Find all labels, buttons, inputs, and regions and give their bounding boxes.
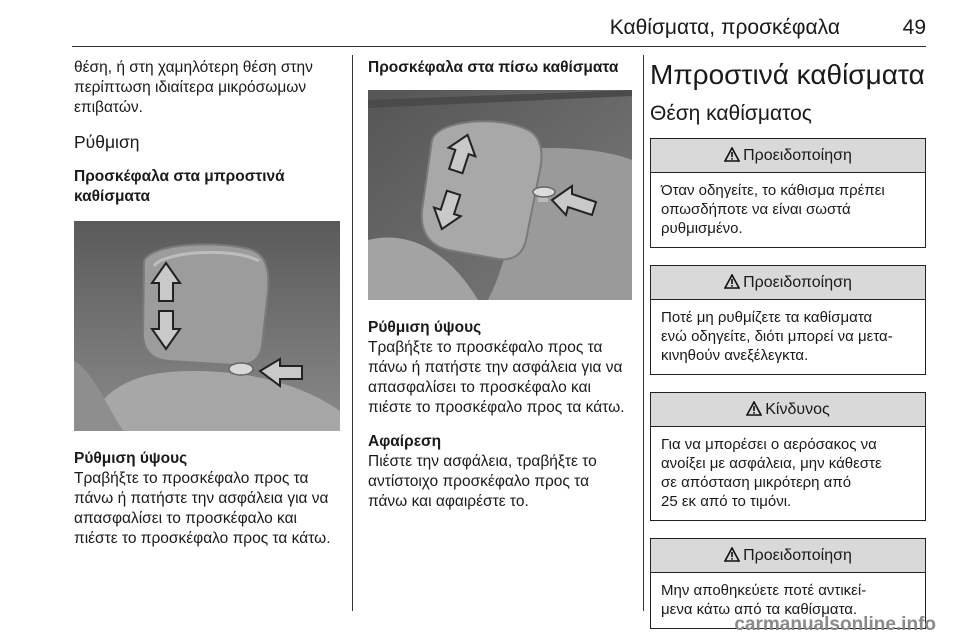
rear-headrest-heading: Προσκέφαλα στα πίσω καθίσματα (368, 59, 619, 76)
column-divider-1 (352, 55, 353, 611)
front-headrest-figure (74, 221, 340, 431)
rear-height-text-line: πάνω ή πατήστε την ασφάλεια για να (368, 359, 623, 376)
rear-height-text-line: πιέστε το προσκέφαλο προς τα κάτω. (368, 399, 625, 416)
warning-box-line: μενα κάτω από τα καθίσματα. (661, 601, 858, 618)
intro-line: θέση, ή στη χαμηλότερη θέση στην (74, 59, 313, 76)
danger-box-line: Για να μπορέσει ο αερόσακος να (661, 436, 877, 453)
warning-box-line: ρυθμισμένο. (661, 220, 743, 237)
warning-triangle-icon (724, 147, 740, 162)
warning-box-line: ενώ οδηγείτε, διότι μπορεί να μετα- (661, 328, 893, 345)
warning-box-heading: Προειδοποίηση (743, 147, 852, 164)
warning-box-line: Μην αποθηκεύετε ποτέ αντικεί- (661, 582, 867, 599)
danger-box (650, 392, 926, 521)
height-text-line: Τραβήξτε το προσκέφαλο προς τα (74, 470, 309, 487)
rear-headrest-figure (368, 90, 632, 300)
column-left (74, 58, 346, 549)
warning-box-heading: Προειδοποίηση (743, 274, 852, 291)
section-subtitle: Θέση καθίσματος (650, 102, 812, 125)
danger-box-heading: Κίνδυνος (765, 401, 830, 418)
removal-heading: Αφαίρεση (368, 433, 442, 450)
height-text-line: πάνω ή πατήστε την ασφάλεια για να (74, 490, 329, 507)
danger-box-line: ανοίξει με ασφάλεια, μην κάθεστε (661, 455, 882, 472)
warning-box (650, 138, 926, 248)
height-adjust-heading: Ρύθμιση ύψους (74, 450, 188, 467)
front-headrest-heading-line: Προσκέφαλα στα μπροστινά (74, 168, 285, 185)
watermark: carmanualsonline.info (734, 614, 936, 635)
page-number: 49 (902, 16, 926, 39)
section-title: Μπροστινά καθίσματα (650, 59, 925, 90)
removal-text-line: πάνω και αφαιρέστε το. (368, 493, 529, 510)
warning-triangle-icon (724, 274, 740, 289)
rear-height-text-line: απασφαλίσει το προσκέφαλο και (368, 379, 592, 396)
column-right (650, 58, 926, 629)
removal-text-line: Πιέστε την ασφάλεια, τραβήξτε το (368, 453, 597, 470)
warning-box-line: οπωσδήποτε να είναι σωστά (661, 201, 851, 218)
column-middle (368, 58, 634, 512)
warning-box (650, 265, 926, 375)
intro-line: επιβατών. (74, 99, 143, 116)
header-rule (72, 46, 926, 47)
column-divider-2 (643, 55, 644, 611)
warning-box-heading: Προειδοποίηση (743, 547, 852, 564)
rear-height-heading: Ρύθμιση ύψους (368, 319, 482, 336)
warning-triangle-icon (746, 401, 762, 416)
danger-box-line: 25 εκ από το τιμόνι. (661, 493, 792, 510)
intro-line: περίπτωση ιδιαίτερα μικρόσωμων (74, 79, 307, 96)
warning-box-line: κινηθούν ανεξέλεγκτα. (661, 347, 809, 364)
warning-box-line: Ποτέ μη ρυθμίζετε τα καθίσματα (661, 309, 873, 326)
warning-box-line: Όταν οδηγείτε, το κάθισμα πρέπει (661, 182, 885, 199)
rear-height-text-line: Τραβήξτε το προσκέφαλο προς τα (368, 339, 603, 356)
height-text-line: απασφαλίσει το προσκέφαλο και (74, 510, 298, 527)
front-headrest-heading-line: καθίσματα (74, 188, 150, 205)
page-header (72, 0, 926, 48)
section-heading: Ρύθμιση (74, 132, 140, 152)
removal-text-line: αντίστοιχο προσκέφαλο προς τα (368, 473, 590, 490)
danger-box-line: σε απόσταση μικρότερη από (661, 474, 852, 491)
height-text-line: πιέστε το προσκέφαλο προς τα κάτω. (74, 530, 331, 547)
warning-triangle-icon (724, 547, 740, 562)
header-title: Καθίσματα, προσκέφαλα (609, 16, 840, 39)
